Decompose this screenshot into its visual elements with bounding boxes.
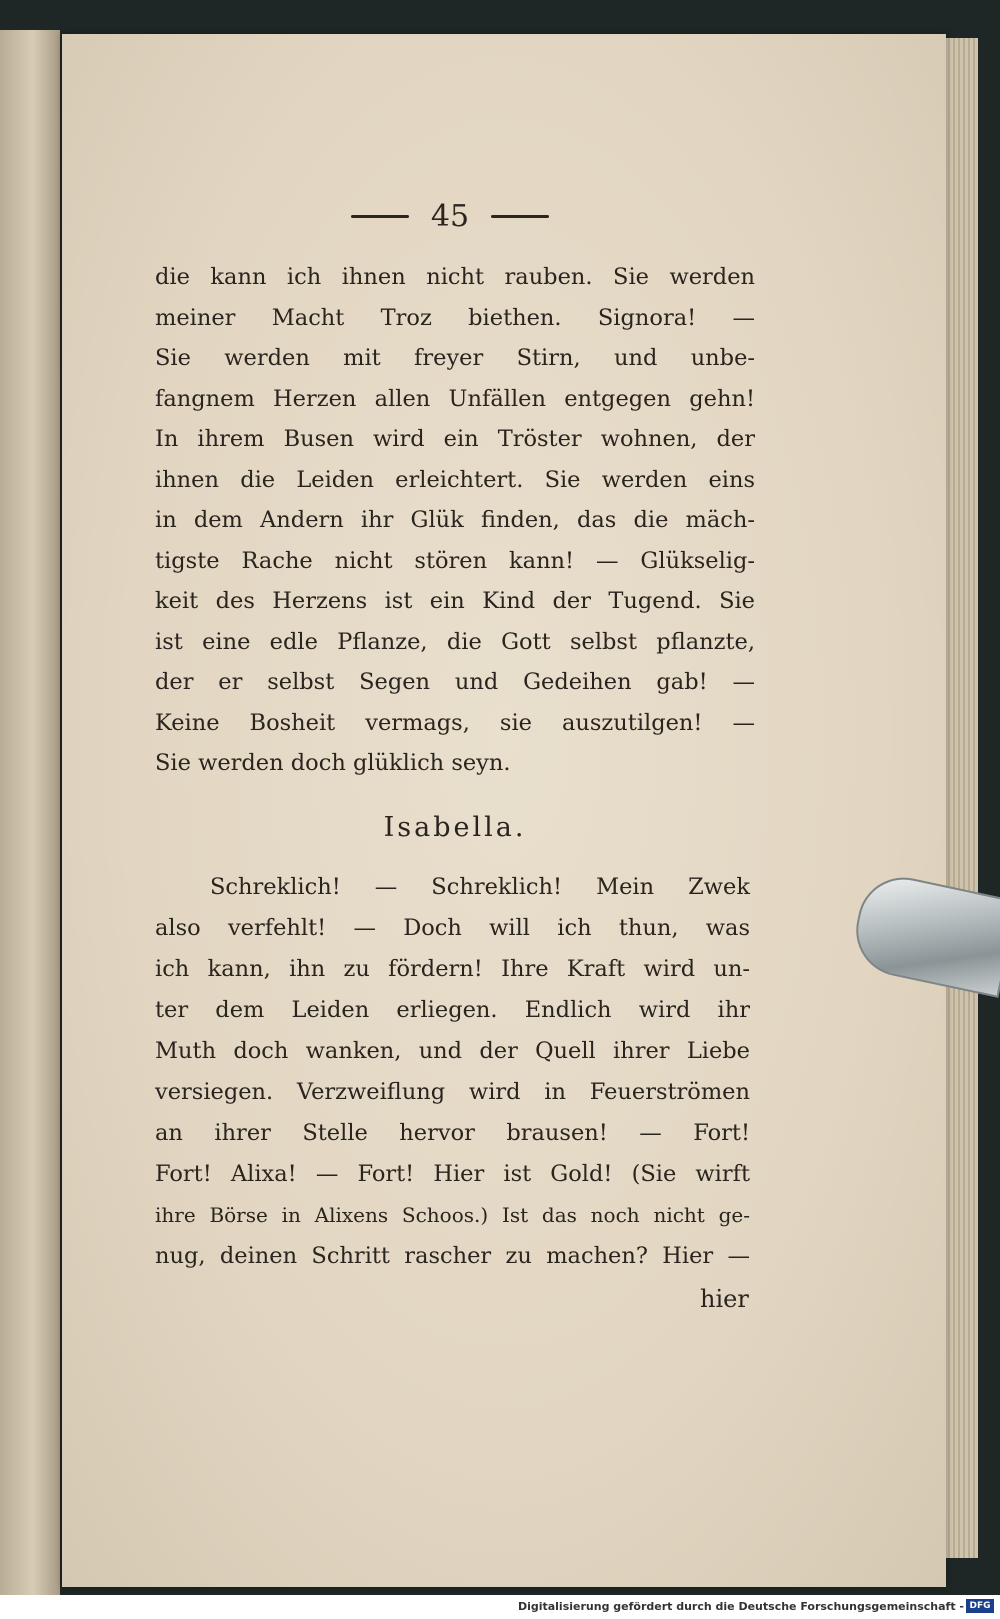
text-line: an ihrer Stelle hervor brausen! — Fort! xyxy=(155,1120,750,1146)
text-line: ihnen die Leiden erleichtert. Sie werden eins xyxy=(155,466,755,493)
text-line: Sie werden mit freyer Stirn, und unbe- xyxy=(155,345,755,371)
text-line: nug, deinen Schritt rascher zu machen? Hier — xyxy=(155,1243,750,1269)
text-line: ich kann, ihn zu fördern! Ihre Kraft wird un- xyxy=(155,956,750,982)
text-line: Muth doch wanken, und der Quell ihrer Liebe xyxy=(155,1038,750,1064)
text-line: fangnem Herzen allen Unfällen entgegen gehn! xyxy=(155,385,755,412)
text-line: der er selbst Segen und Gedeihen gab! — xyxy=(155,669,755,695)
facing-page-edge xyxy=(0,30,60,1595)
text-line: Keine Bosheit vermags, sie auszutilgen! — xyxy=(155,709,755,736)
body-text xyxy=(155,257,755,784)
header-rule-right xyxy=(491,215,549,218)
text-line: keit des Herzens ist ein Kind der Tugend. Sie xyxy=(155,588,755,614)
speech-text xyxy=(155,867,750,1277)
page-number: 45 xyxy=(430,198,470,234)
page-header xyxy=(300,196,600,236)
text-line: In ihrem Busen wird ein Tröster wohnen, der xyxy=(155,426,755,452)
speaker-heading: Isabella. xyxy=(383,812,527,843)
dfg-logo: DFG xyxy=(966,1599,994,1613)
text-line: Fort! Alixa! — Fort! Hier ist Gold! (Sie wirft xyxy=(155,1161,750,1187)
catchword: hier xyxy=(700,1285,749,1313)
text-line: Sie werden doch glüklich seyn. xyxy=(155,750,511,776)
text-line: meiner Macht Troz biethen. Signora! — xyxy=(155,304,755,331)
text-line: also verfehlt! — Doch will ich thun, was xyxy=(155,915,750,941)
text-line: ter dem Leiden erliegen. Endlich wird ihr xyxy=(155,997,750,1023)
text-line: versiegen. Verzweiflung wird in Feuerströmen xyxy=(155,1079,750,1105)
text-line: ist eine edle Pflanze, die Gott selbst pflanzte, xyxy=(155,628,755,655)
text-line: ihre Börse in Alixens Schoos.) Ist das noch nicht ge- xyxy=(155,1203,750,1227)
text-line: tigste Rache nicht stören kann! — Glükselig- xyxy=(155,547,755,574)
text-line: die kann ich ihnen nicht rauben. Sie werden xyxy=(155,264,755,290)
text-line: Schreklich! — Schreklich! Mein Zwek xyxy=(210,874,750,900)
header-rule-left xyxy=(351,215,409,218)
funding-credit: Digitalisierung gefördert durch die Deutsche Forschungsgemeinschaft - xyxy=(517,1600,964,1613)
text-line: in dem Andern ihr Glük finden, das die mäch- xyxy=(155,507,755,533)
